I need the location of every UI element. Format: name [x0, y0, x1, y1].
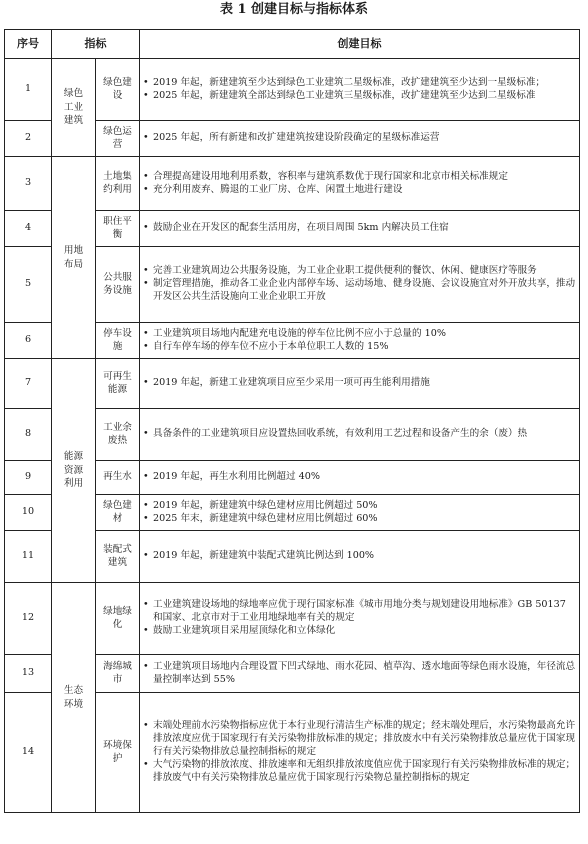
- sub-indicator: 海绵城市: [96, 655, 140, 693]
- bullet-icon: •: [143, 327, 149, 339]
- sub-indicator: 停车设施: [96, 323, 140, 359]
- sub-indicator: 装配式建筑: [96, 531, 140, 583]
- goal-text: 合理提高建设用地利用系数，容积率与建筑系数优于现行国家和北京市相关标准规定: [153, 170, 508, 182]
- goal-item: [143, 661, 576, 687]
- goal-cell: [140, 409, 580, 461]
- table-row: [5, 359, 580, 409]
- bullet-icon: •: [143, 428, 149, 440]
- goal-cell: [140, 495, 580, 531]
- goal-item: [143, 222, 576, 235]
- category-cell: 能源资源利用: [52, 359, 96, 583]
- goal-text: 工业建筑项目场地内合理设置下凹式绿地、雨水花园、植草沟、透水地面等绿色雨水设施，年径流总量控制率达到 55%: [153, 660, 576, 685]
- bullet-icon: •: [143, 183, 149, 195]
- goal-item: [143, 90, 576, 103]
- sub-indicator: 可再生能源: [96, 359, 140, 409]
- goal-text: 鼓励工业建筑项目采用屋顶绿化和立体绿化: [153, 624, 336, 636]
- goal-cell: [140, 59, 580, 121]
- goal-text: 制定管理措施，推动各工业企业内部停车场、运动场地、健身设施、会议设施宜对外开放共享，推动开发区公共生活设施向工业企业职工开放: [153, 278, 576, 302]
- goal-cell: [140, 693, 580, 813]
- goal-cell: [140, 655, 580, 693]
- bullet-icon: •: [143, 499, 149, 511]
- goal-item: [143, 625, 576, 638]
- goal-cell: [140, 121, 580, 157]
- goal-text: 2019 年起，新建工业建筑项目应至少采用一项可再生能利用措施: [153, 377, 430, 389]
- bullet-icon: •: [143, 76, 149, 88]
- goal-text: 大气污染物的排放浓度、排放速率和无组织排放浓度值应优于国家现行有关污染物排放标准的规定；排放废气中有关污染物排放总量应优于国家现行污染物总量控制指标的规定: [153, 758, 576, 783]
- header-seq: 序号: [5, 30, 52, 59]
- bullet-icon: •: [143, 132, 149, 144]
- goal-text: 鼓励企业在开发区的配套生活用房，在项目周围 5km 内解决员工住宿: [153, 222, 449, 234]
- bullet-icon: •: [143, 471, 149, 483]
- goal-item: [143, 328, 576, 341]
- category-cell: 生态环境: [52, 583, 96, 813]
- goal-text: 2019 年起，再生水利用比例超过 40%: [153, 471, 320, 483]
- row-number: 11: [5, 531, 52, 583]
- goal-item: [143, 377, 576, 390]
- goal-cell: [140, 157, 580, 211]
- sub-indicator: 绿色运营: [96, 121, 140, 157]
- goal-text: 自行车停车场的停车位不应小于本单位职工人数的 15%: [153, 340, 389, 352]
- bullet-icon: •: [143, 340, 149, 352]
- header-row: [5, 30, 580, 59]
- goal-text: 2025 年起，新建建筑全部达到绿色工业建筑三星级标准，改扩建建筑至少达到二星级标准: [153, 89, 536, 101]
- goal-text: 2019 年起，新建建筑中绿色建材应用比例超过 50%: [153, 499, 378, 511]
- goal-item: [143, 513, 576, 526]
- sub-indicator: 绿色建设: [96, 59, 140, 121]
- sub-indicator: 再生水: [96, 461, 140, 495]
- sub-indicator: 职住平衡: [96, 211, 140, 247]
- row-number: 14: [5, 693, 52, 813]
- goal-cell: [140, 531, 580, 583]
- goal-text: 2025 年起，所有新建和改扩建建筑按建设阶段确定的星级标准运营: [153, 132, 440, 144]
- row-number: 5: [5, 247, 52, 323]
- goal-text: 工业建筑项目场地内配建充电设施的停车位比例不应小于总量的 10%: [153, 327, 446, 339]
- goal-item: [143, 550, 576, 563]
- goal-item: [143, 599, 576, 625]
- sub-indicator: 绿地绿化: [96, 583, 140, 655]
- goal-item: [143, 759, 576, 785]
- goal-text: 完善工业建筑周边公共服务设施，为工业企业职工提供便利的餐饮、休闲、健康医疗等服务: [153, 265, 537, 277]
- goal-item: [143, 341, 576, 354]
- goal-cell: [140, 323, 580, 359]
- goal-item: [143, 720, 576, 759]
- row-number: 3: [5, 157, 52, 211]
- table-row: [5, 157, 580, 211]
- goal-text: 工业建筑建设场地的绿地率应优于现行国家标准《城市用地分类与规划建设用地标准》GB 50137 和国家、北京市对于工业用地绿地率有关的规定: [153, 599, 566, 624]
- sub-indicator: 工业余废热: [96, 409, 140, 461]
- goal-item: [143, 184, 576, 197]
- row-number: 12: [5, 583, 52, 655]
- sub-indicator: 环境保护: [96, 693, 140, 813]
- goal-item: [143, 77, 576, 90]
- goal-item: [143, 265, 576, 278]
- category-cell: 用地布局: [52, 157, 96, 359]
- indicator-table: [4, 29, 580, 813]
- bullet-icon: •: [143, 720, 149, 732]
- goal-text: 充分利用废弃、腾退的工业厂房、仓库、闲置土地进行建设: [153, 183, 403, 195]
- bullet-icon: •: [143, 599, 149, 611]
- goal-text: 具备条件的工业建筑项目应设置热回收系统，有效利用工艺过程和设备产生的余（废）热: [153, 428, 528, 440]
- header-indicator: 指标: [52, 30, 140, 59]
- row-number: 1: [5, 59, 52, 121]
- row-number: 2: [5, 121, 52, 157]
- bullet-icon: •: [143, 377, 149, 389]
- category-cell: 绿色工业建筑: [52, 59, 96, 157]
- bullet-icon: •: [143, 624, 149, 636]
- goal-text: 2019 年起，新建建筑中装配式建筑比例达到 100%: [153, 550, 375, 562]
- goal-item: [143, 500, 576, 513]
- row-number: 13: [5, 655, 52, 693]
- goal-text: 末端处理前水污染物指标应优于本行业现行清洁生产标准的规定；经末端处理后，水污染物最高允许排放浓度应优于国家现行有关污染物排放标准的规定；排放废水中有关污染物排放总量应优于国家现行有关污染物排放总量控制指标的规定: [153, 720, 576, 758]
- row-number: 9: [5, 461, 52, 495]
- goal-item: [143, 278, 576, 304]
- bullet-icon: •: [143, 265, 149, 277]
- goal-item: [143, 471, 576, 484]
- bullet-icon: •: [143, 170, 149, 182]
- sub-indicator: 绿色建材: [96, 495, 140, 531]
- bullet-icon: •: [143, 758, 149, 770]
- bullet-icon: •: [143, 89, 149, 101]
- goal-text: 2025 年末，新建建筑中绿色建材应用比例超过 60%: [153, 512, 378, 524]
- row-number: 7: [5, 359, 52, 409]
- table-row: [5, 583, 580, 655]
- table-title: 表 1 创建目标与指标体系: [219, 2, 369, 17]
- goal-item: [143, 171, 576, 184]
- bullet-icon: •: [143, 278, 149, 290]
- goal-text: 2019 年起，新建建筑至少达到绿色工业建筑二星级标准，改扩建建筑至少达到一星级标准；: [153, 76, 546, 88]
- row-number: 10: [5, 495, 52, 531]
- goal-cell: [140, 359, 580, 409]
- row-number: 6: [5, 323, 52, 359]
- bullet-icon: •: [143, 222, 149, 234]
- bullet-icon: •: [143, 550, 149, 562]
- header-goal: 创建目标: [140, 30, 580, 59]
- sub-indicator: 土地集约利用: [96, 157, 140, 211]
- goal-cell: [140, 461, 580, 495]
- sub-indicator: 公共服务设施: [96, 247, 140, 323]
- bullet-icon: •: [143, 512, 149, 524]
- goal-item: [143, 132, 576, 145]
- row-number: 8: [5, 409, 52, 461]
- goal-cell: [140, 583, 580, 655]
- goal-cell: [140, 247, 580, 323]
- table-row: [5, 59, 580, 121]
- goal-item: [143, 428, 576, 441]
- row-number: 4: [5, 211, 52, 247]
- bullet-icon: •: [143, 660, 149, 672]
- goal-cell: [140, 211, 580, 247]
